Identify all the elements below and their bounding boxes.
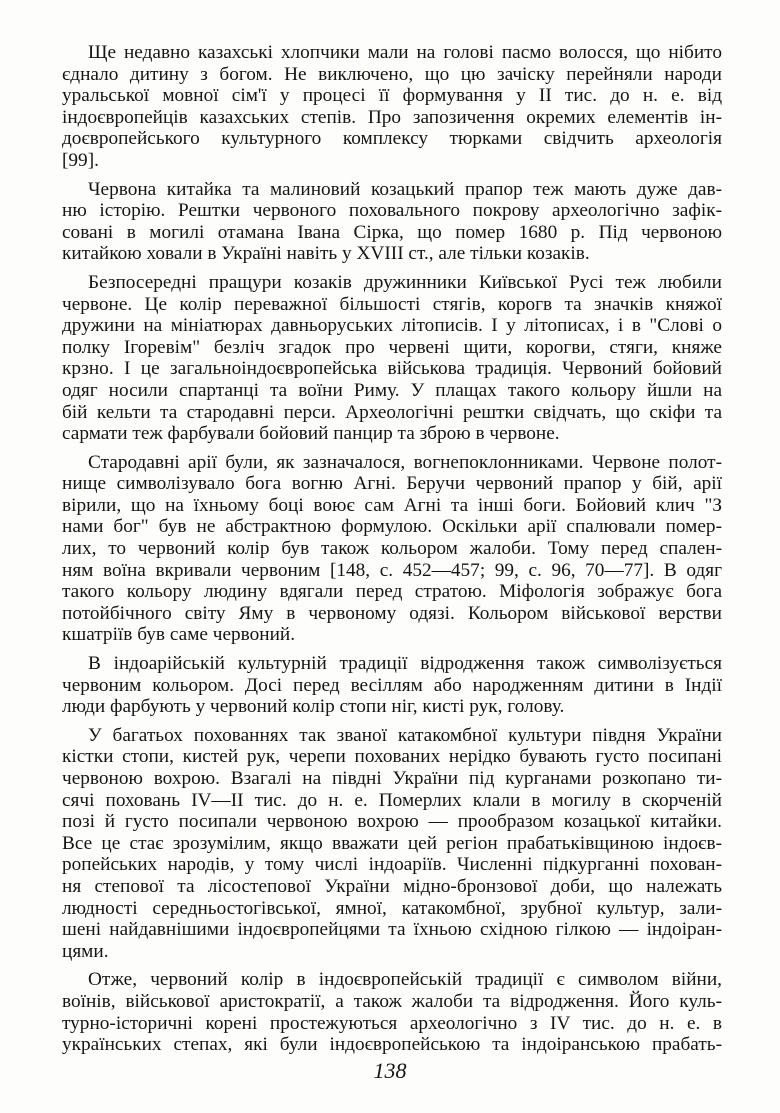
text-line: одяг носили спартанці та воїни Риму. У плащах такого кольору йшли на (62, 379, 722, 401)
text-line: Отже, червоний колір в індоєвропейській традиції є символом війни, (88, 969, 722, 991)
paragraph (62, 969, 722, 1055)
paragraph (62, 725, 722, 963)
body-text (62, 42, 722, 1063)
text-line: єднало дитину з богом. Не виключено, що цю зачіску перейняли народи (62, 63, 722, 85)
text-line: нами бог" був не абстрактною формулою. Оскільки арії спалювали помер- (62, 516, 722, 538)
text-line: [99]. (62, 149, 99, 171)
text-line: уральської мовної сім'ї у процесі її формування у II тис. до н. е. від (62, 85, 722, 107)
text-line: кістки стопи, кистей рук, черепи похованих нерідко бувають густо посипані (62, 746, 722, 768)
paragraph (62, 179, 722, 265)
text-line: Безпосередні пращури козаків дружинники Київської Русі теж любили (88, 271, 722, 293)
text-line: люди фарбують у червоний колір стопи ніг, кисті рук, голову. (62, 696, 565, 718)
text-line: шені найдавнішими індоєвропейцями та їхньою східною гілкою — індоіран- (62, 919, 722, 941)
text-line: китайкою ховали в Україні навіть у XVIII ст., але тільки козаків. (62, 243, 590, 265)
text-line: нище символізувало бога вогню Агні. Беручи червоний прапор у бій, арії (62, 473, 722, 495)
text-line: ропейських народів, у тому числі індоаріїв. Численні підкурганні похован- (62, 854, 722, 876)
text-line: турно-історичні корені простежуються археологічно з IV тис. до н. е. в (62, 1012, 722, 1034)
text-line: ня степової та лісостепової України мідно-бронзової доби, що належать (62, 875, 722, 897)
text-line: бій кельти та стародавні перси. Археологічні рештки свідчать, що скіфи та (62, 401, 722, 423)
text-line: воїнів, військової аристократії, а також жалоби та відродження. Його куль- (62, 990, 722, 1012)
paragraph (62, 452, 722, 646)
text-line: Червона китайка та малиновий козацький прапор теж мають дуже дав- (88, 178, 722, 200)
paragraph (62, 653, 722, 718)
text-line: В індоарійській культурній традиції відродження також символізується (88, 653, 722, 675)
text-line: червоне. Це колір переважної більшості стягів, корогв та значків княжої (62, 293, 722, 315)
text-line: полку Ігоревім" безліч згадок про червені щити, корогви, стяги, княже (62, 336, 722, 358)
text-line: вірили, що на їхньому боці воює сам Агні та інші боги. Бойовий клич "З (62, 494, 722, 516)
text-line: людності середньостогівської, ямної, катакомбної, зрубної культур, зали- (62, 897, 722, 919)
text-line: крзно. І це загальноіндоєвропейська військова традиція. Червоний бойовий (62, 358, 722, 380)
text-line: червоним кольором. Досі перед весіллям або народженням дитини в Індії (62, 674, 722, 696)
text-line: червоною вохрою. Взагалі на півдні України під курганами розкопано ти- (62, 768, 722, 789)
text-line: кшатріїв був саме червоний. (62, 624, 296, 646)
text-line: українських степах, які були індоєвропейською та індоіранською прабать- (62, 1034, 722, 1056)
paragraph (62, 272, 722, 445)
text-line: ню історію. Рештки червоного поховального покрову археологічно зафік- (62, 200, 722, 222)
text-line: ням воїна вкривали червоним [148, с. 452—457; 99, с. 96, 70—77]. В одяг (62, 559, 722, 581)
text-line: Стародавні арії були, як зазначалося, вогнепоклонниками. Червоне полот- (88, 451, 722, 473)
text-line: Ще недавно казахські хлопчики мали на голові пасмо волосся, що нібито (88, 42, 722, 63)
text-line: цями. (62, 940, 109, 962)
text-line: індоєвропейців казахських степів. Про запозичення окремих елементів ін- (62, 106, 722, 128)
text-line: дружини на мініатюрах давньоруських літописів. І у літописах, і в "Слові о (62, 315, 722, 337)
text-line: такого кольору людину вдягали перед стратою. Міфологія зображує бога (62, 581, 722, 603)
text-line: потойбічного світу Яму в червоному одязі. Кольором військової верстви (62, 602, 722, 624)
text-line: У багатьох похованнях так званої катакомбної культури півдня України (88, 724, 722, 746)
text-line: сячі поховань IV—II тис. до н. е. Померлих клали в могилу в скорченій (62, 789, 722, 811)
text-line: сармати теж фарбували бойовий панцир та зброю в червоне. (62, 423, 560, 445)
text-line: совані в могилі отамана Івана Сірка, що помер 1680 р. Під червоною (62, 221, 722, 243)
page-number: 138 (373, 1058, 407, 1083)
text-line: Все це стає зрозумілим, якщо вважати цей регіон прабатьківщиною індоєв- (62, 832, 722, 854)
text-line: доєвропейського культурного комплексу тюрками свідчить археологія (62, 128, 722, 150)
text-line: лих, то червоний колір був також кольором жалоби. Тому перед спален- (62, 538, 722, 560)
paragraph (62, 42, 722, 172)
text-line: позі й густо посипали червоною вохрою — прообразом козацької китайки. (62, 811, 722, 833)
